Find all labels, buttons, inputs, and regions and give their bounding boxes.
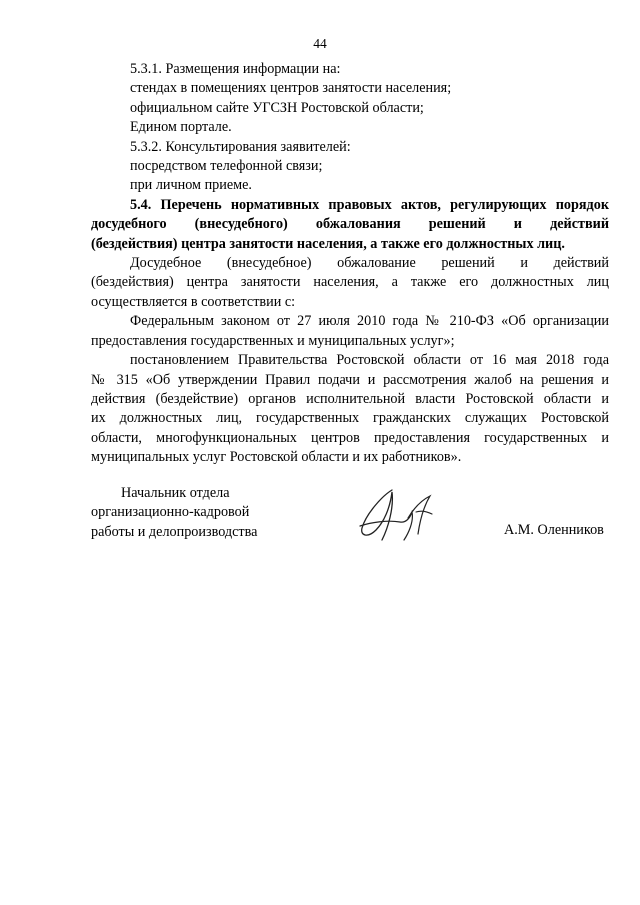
section-heading-line: (бездействия) центра занятости населения, а также его должностных лиц. [91,235,565,252]
signatory-name: А.М. Оленников [504,522,604,538]
list-item-portal: Едином портале. [130,119,232,136]
list-item-website: официальном сайте УГСЗН Ростовской области; [130,99,424,116]
list-item-personal: при личном приеме. [130,177,252,194]
signatory-title [91,484,257,542]
paragraph-consulting: 5.3.2. Консультирования заявителей: [130,138,351,155]
resolution-line: постановлением Правительства Ростовской области от 16 мая 2018 года [130,352,609,369]
signatory-title-line: организационно-кадровой [91,504,250,521]
paragraph-appeal-line: осуществляется в соответствии с: [91,293,296,310]
signatory-title-line: Начальник отдела [121,485,230,501]
handwritten-signature [352,478,442,550]
resolution-line: № 315 «Об утверждении Правил подачи и рассмотрения жалоб на решения и [91,371,609,388]
list-item-phone: посредством телефонной связи; [130,158,323,175]
paragraph-appeal-line: Досудебное (внесудебное) обжалование решений и действий [130,255,609,272]
document-body [91,60,609,468]
federal-law-line: Федеральным законом от 27 июля 2010 года № 210-ФЗ «Об организации [130,313,609,330]
paragraph-appeal-line: (бездействия) центра занятости населения, а также его должностных лиц [91,274,609,291]
resolution-line: муниципальных услуг Ростовской области и их работников». [91,449,462,466]
resolution-line: их должностных лиц, государственных гражданских служащих Ростовской [91,410,609,427]
section-heading-line: досудебного (внесудебного) обжалования решений и действий [91,216,609,233]
paragraph-placement: 5.3.1. Размещения информации на: [130,61,341,77]
section-heading-line: 5.4. Перечень нормативных правовых актов, регулирующих порядок [130,196,609,213]
federal-law-line: предоставления государственных и муниципальных услуг»; [91,332,455,349]
page-number: 44 [313,36,327,51]
list-item-stands: стендах в помещениях центров занятости населения; [130,80,452,97]
resolution-line: действия (бездействие) органов исполнительной власти Ростовской области и [91,390,609,407]
signatory-title-line: работы и делопроизводства [91,523,258,540]
resolution-line: области, многофункциональных центров предоставления государственных и [91,429,609,446]
